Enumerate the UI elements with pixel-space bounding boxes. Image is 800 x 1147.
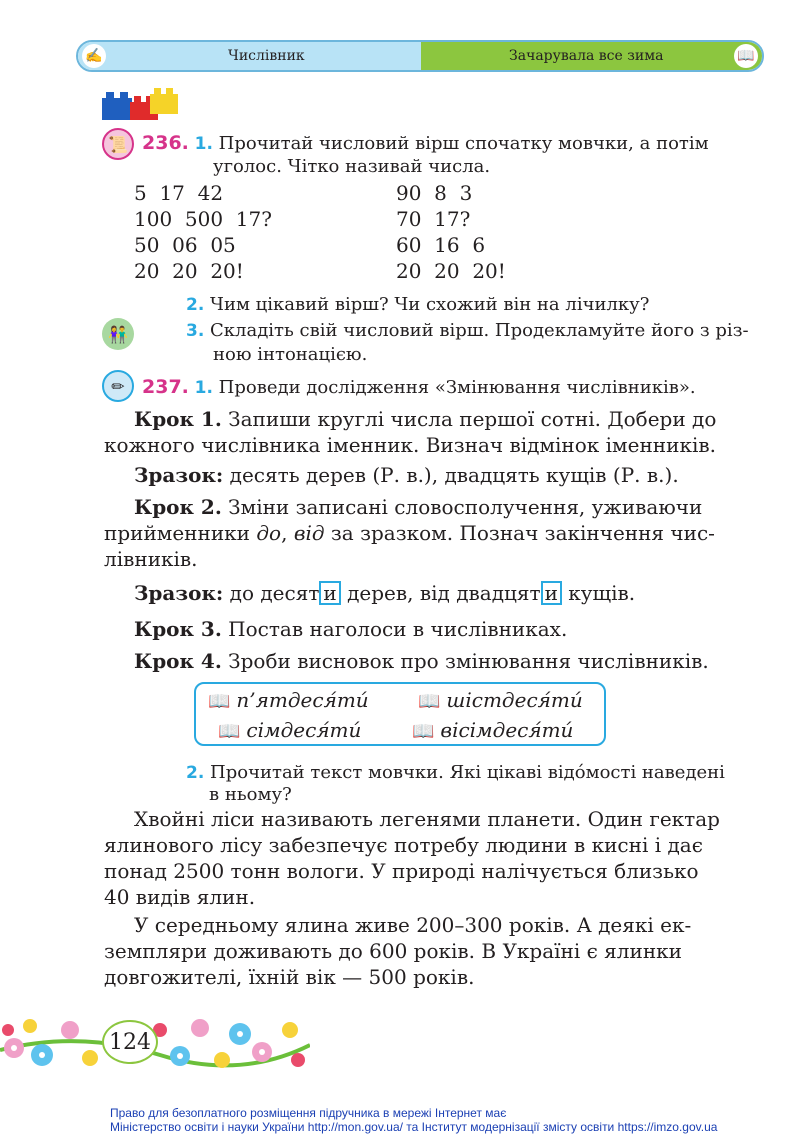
- para1-line2: ялинового лісу забезпечує потребу людини в кисні і дає: [104, 833, 703, 857]
- step1-label: Крок 1.: [134, 407, 222, 431]
- task-236-sub1-number: 1.: [194, 134, 213, 154]
- task-236-sub3: [186, 318, 749, 344]
- header-left-section: [78, 42, 421, 70]
- task-237-sub2-text: Прочитай текст мовчки. Які цікаві відо́мості наведені: [210, 762, 725, 783]
- book-icon: 📖: [412, 721, 435, 742]
- book-icon: 📖: [418, 691, 441, 712]
- book-icon: 📖: [218, 721, 241, 742]
- lego-blocks-icon: [100, 84, 184, 122]
- book-icon: 📖: [208, 691, 231, 712]
- task-236-sub3-number: 3.: [186, 321, 205, 341]
- step2-line2-a: прийменники: [104, 521, 257, 545]
- task-236-sub1-text-line2: уголос. Чітко називай числа.: [213, 156, 491, 177]
- sample1-label: Зразок:: [134, 463, 224, 487]
- task-237-sub2-number: 2.: [186, 763, 205, 783]
- page-number: 124: [102, 1020, 158, 1064]
- poem-right-line-1: 90 8 3: [396, 181, 473, 205]
- header-chapter-title: Числівник: [228, 48, 305, 64]
- step4-text: Зроби висновок про змінювання числівників.: [221, 649, 709, 673]
- sample2: [134, 580, 635, 606]
- para2-line3: довгожителі, їхній вік — 500 років.: [104, 965, 475, 989]
- task-236-sub3-text: Складіть свій числовий вірш. Продекламуйте його з різ-: [210, 320, 749, 341]
- task-237-sub2-line2: в ньому?: [209, 784, 292, 805]
- task-237-sub1-text: Проведи дослідження «Змінювання числівників».: [218, 377, 696, 398]
- poem-right-line-3: 60 16 6: [396, 233, 486, 257]
- step2-comma: ,: [281, 521, 294, 545]
- para2-line2: земпляри доживають до 600 років. В Україні є ялинки: [104, 939, 682, 963]
- read-aloud-icon: 📜: [102, 128, 134, 160]
- step2-line3: лівників.: [104, 547, 198, 571]
- write-icon: ✏: [102, 370, 134, 402]
- pen-icon: ✍: [82, 44, 106, 68]
- sample1: [134, 462, 679, 488]
- para1-line4: 40 видів ялин.: [104, 885, 256, 909]
- preposition-vid: від: [293, 521, 325, 545]
- step2-line1: [134, 494, 702, 520]
- step3-text: Постав наголоси в числівниках.: [221, 617, 568, 641]
- word-2-text: шістдеся́ти́: [446, 688, 583, 712]
- poem-right-line-4: 20 20 20!: [396, 259, 506, 283]
- task-236-sub2-number: 2.: [186, 295, 205, 315]
- para1-line1: Хвойні ліси називають легенями планети. Один гектар: [134, 807, 720, 831]
- poem-left-line-1: 5 17 42: [134, 181, 224, 205]
- ending-box-2: и: [541, 581, 562, 605]
- word-3: [218, 718, 361, 742]
- word-4-text: вісімдеся́ти́: [440, 718, 574, 742]
- sample2-a: до десят: [223, 581, 320, 605]
- task-237-line1: [142, 374, 696, 401]
- ending-box-1: и: [319, 581, 340, 605]
- task-236-number: 236.: [142, 132, 189, 154]
- pair-work-icon: 👫: [102, 318, 134, 350]
- footer-line-1: Право для безоплатного розміщення підручника в мережі Інтернет має: [110, 1106, 507, 1120]
- book-icon: 📖: [734, 44, 758, 68]
- step3: [134, 616, 567, 642]
- header-section-title: Зачарувала все зима: [509, 48, 664, 64]
- task-236-sub3-text-line2: ною інтонацією.: [213, 344, 368, 365]
- task-236-line1: [142, 130, 709, 157]
- task-236-sub2-text: Чим цікавий вірш? Чи схожий він на лічилку?: [210, 294, 650, 315]
- word-1-text: п’ятдеся́ти́: [236, 688, 369, 712]
- sample2-label: Зразок:: [134, 581, 224, 605]
- word-4: [412, 718, 573, 742]
- task-236-sub2: [186, 292, 649, 318]
- word-3-text: сімдеся́ти́: [246, 718, 362, 742]
- poem-left-line-3: 50 06 05: [134, 233, 236, 257]
- numerals-box: [194, 682, 606, 746]
- sample1-text: десять дерев (Р. в.), двадцять кущів (Р. в.).: [223, 463, 679, 487]
- task-236-sub1-text: Прочитай числовий вірш спочатку мовчки, а потім: [218, 133, 709, 154]
- step2-label: Крок 2.: [134, 495, 222, 519]
- step1-line2: кожного числівника іменник. Визнач відмінок іменників.: [104, 433, 716, 457]
- para1-line3: понад 2500 тонн вологи. У природі налічується близько: [104, 859, 699, 883]
- para2-line1: У середньому ялина живе 200–300 років. А деякі ек-: [134, 913, 692, 937]
- step3-label: Крок 3.: [134, 617, 222, 641]
- step4-label: Крок 4.: [134, 649, 222, 673]
- page-header: [76, 40, 764, 72]
- header-right-section: [421, 42, 762, 70]
- step4: [134, 648, 709, 674]
- step2-line2-b: за зразком. Познач закінчення чис-: [324, 521, 715, 545]
- step1-text: Запиши круглі числа першої сотні. Добери до: [221, 407, 717, 431]
- preposition-do: до: [256, 521, 282, 545]
- task-237-number: 237.: [142, 376, 189, 398]
- word-1: [208, 688, 369, 712]
- step1-line1: [134, 406, 716, 432]
- footer-line-2: Міністерство освіти і науки України http://mon.gov.ua/ та Інститут модернізації змісту освіти https://imzo.gov.ua: [110, 1120, 718, 1134]
- step2-text: Зміни записані словосполучення, уживаючи: [221, 495, 703, 519]
- poem-right-line-2: 70 17?: [396, 207, 471, 231]
- sample2-c: кущів.: [561, 581, 636, 605]
- step2-line2: [104, 520, 715, 546]
- sample2-b: дерев, від двадцят: [340, 581, 541, 605]
- poem-left-line-2: 100 500 17?: [134, 207, 272, 231]
- poem-left-line-4: 20 20 20!: [134, 259, 244, 283]
- word-2: [418, 688, 583, 712]
- task-237-sub1-number: 1.: [194, 378, 213, 398]
